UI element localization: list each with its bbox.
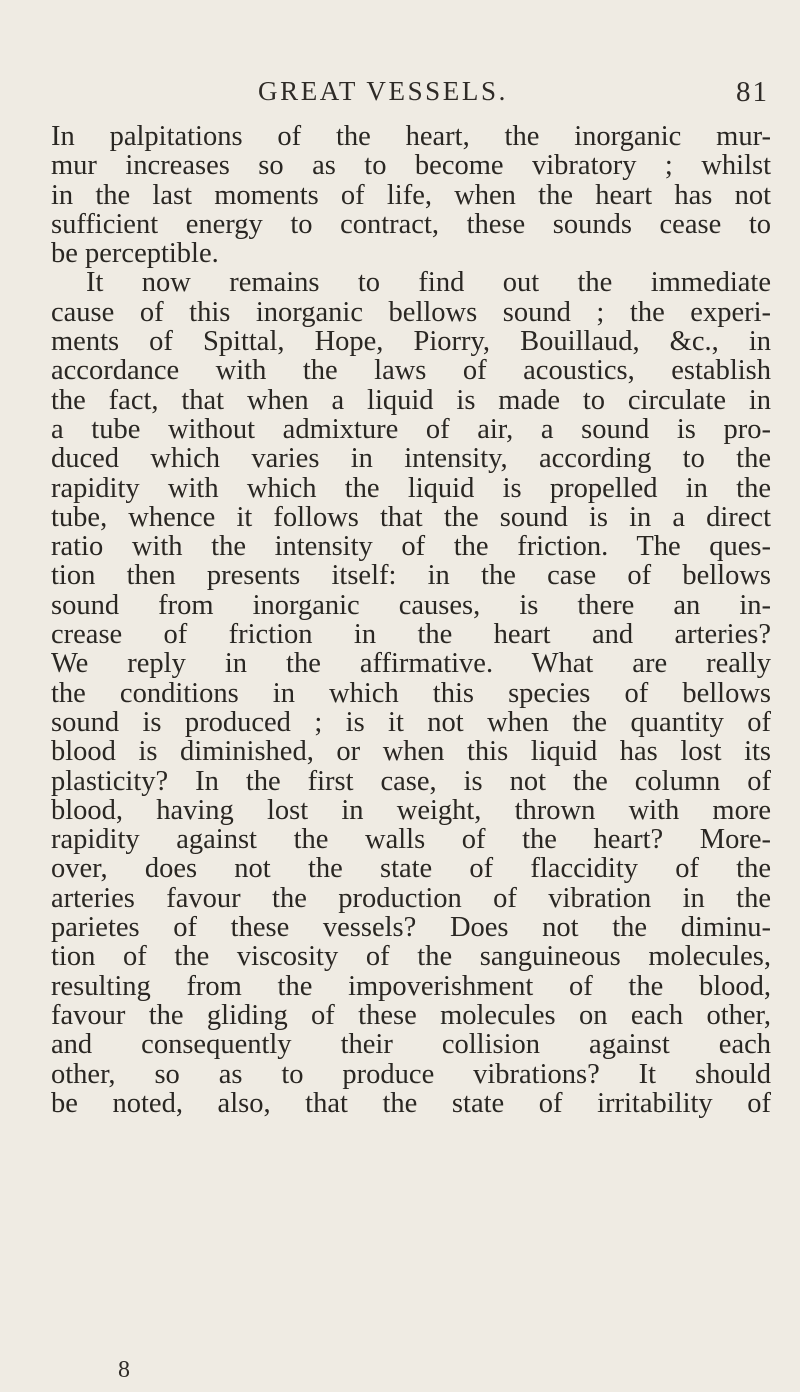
- text-line: It now remains to find out the immediate: [86, 267, 771, 299]
- text-line: We reply in the affirmative. What are really: [51, 648, 771, 680]
- text-line: tube, whence it follows that the sound is in a direct: [51, 501, 771, 533]
- text-line: tion of the viscosity of the sanguineous molecules,: [51, 941, 771, 973]
- text-line: other, so as to produce vibrations? It should: [51, 1058, 771, 1090]
- text-line: tion then presents itself: in the case of bellows: [51, 560, 771, 592]
- text-line: and consequently their collision against each: [51, 1029, 771, 1061]
- text-line: sound from inorganic causes, is there an in-: [51, 589, 771, 621]
- text-line: ments of Spittal, Hope, Piorry, Bouillaud, &c., in: [51, 326, 771, 358]
- text-line: ratio with the intensity of the friction. The ques-: [51, 531, 771, 563]
- text-line: the conditions in which this species of bellows: [51, 677, 771, 709]
- signature-mark: 8: [118, 1357, 130, 1383]
- text-line: the fact, that when a liquid is made to circulate in: [51, 384, 771, 416]
- text-line: mur increases so as to become vibratory ; whilst: [51, 150, 771, 182]
- page-number: 81: [736, 76, 769, 108]
- text-line: over, does not the state of flaccidity of the: [51, 853, 771, 885]
- text-line: rapidity with which the liquid is propelled in the: [51, 472, 771, 504]
- text-line: favour the gliding of these molecules on each other,: [51, 999, 771, 1031]
- text-line: parietes of these vessels? Does not the diminu-: [51, 912, 771, 944]
- text-line: accordance with the laws of acoustics, establish: [51, 355, 771, 387]
- text-line: cause of this inorganic bellows sound ; the experi-: [51, 296, 771, 328]
- text-line: plasticity? In the first case, is not the column of: [51, 765, 771, 797]
- text-line: In palpitations of the heart, the inorganic mur-: [51, 121, 771, 152]
- text-line: a tube without admixture of air, a sound is pro-: [51, 413, 771, 445]
- text-line: rapidity against the walls of the heart? More-: [51, 824, 771, 856]
- text-line: blood is diminished, or when this liquid has lost its: [51, 736, 771, 768]
- text-line: crease of friction in the heart and arteries?: [51, 619, 771, 651]
- text-line: in the last moments of life, when the heart has not: [51, 179, 771, 211]
- text-line: blood, having lost in weight, thrown with more: [51, 794, 771, 826]
- text-line: arteries favour the production of vibration in the: [51, 882, 771, 914]
- running-head: [0, 76, 800, 112]
- text-line: duced which varies in intensity, according to the: [51, 443, 771, 475]
- text-line: be noted, also, that the state of irritability of: [51, 1087, 771, 1119]
- text-line: sufficient energy to contract, these sounds cease to: [51, 208, 771, 240]
- text-line: resulting from the impoverishment of the blood,: [51, 970, 771, 1002]
- running-title: GREAT VESSELS.: [258, 76, 508, 106]
- text-line: be perceptible.: [51, 238, 219, 270]
- body-text: [51, 122, 771, 1118]
- text-line: sound is produced ; is it not when the quantity of: [51, 706, 771, 738]
